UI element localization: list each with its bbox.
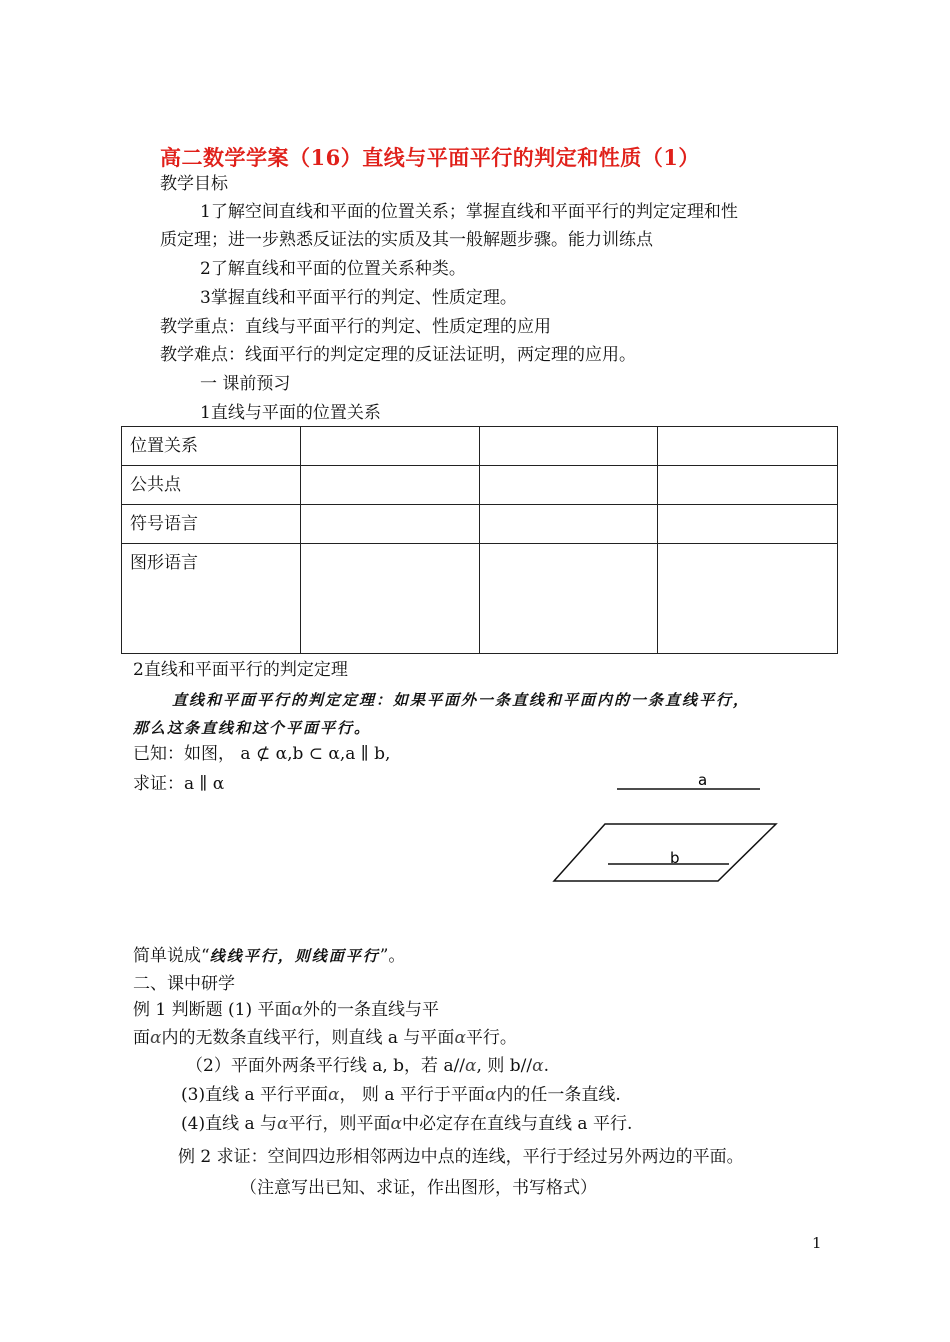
- teaching-focus: 教学重点：直线与平面平行的判定、性质定理的应用: [160, 317, 551, 337]
- alpha-symbol: α: [465, 1056, 477, 1076]
- table-row-label: 图形语言: [122, 544, 301, 654]
- text: ， 则 a 平行于平面: [339, 1085, 485, 1105]
- text: (4)直线 a 与: [181, 1114, 278, 1134]
- alpha-symbol: α: [484, 1085, 497, 1105]
- table-row-label: 公共点: [122, 466, 301, 505]
- text: (3)直线 a 平行平面: [181, 1085, 329, 1105]
- table-cell: [658, 466, 838, 505]
- table-cell: [300, 466, 479, 505]
- summary-suffix: ”。: [379, 946, 406, 966]
- plane-alpha: [554, 824, 776, 881]
- example-1-item2: [186, 1056, 549, 1076]
- preview-heading: 一 课前预习: [200, 374, 291, 394]
- alpha-symbol: α: [390, 1114, 402, 1134]
- table-cell: [300, 505, 479, 544]
- example-1-line1: [133, 1000, 439, 1020]
- preview-subheading: 1直线与平面的位置关系: [200, 403, 381, 423]
- example-2: 例 2 求证：空间四边形相邻两边中点的连线，平行于经过另外两边的平面。: [178, 1147, 744, 1167]
- table-row: [122, 466, 838, 505]
- text: 外的一条直线与平: [303, 1000, 439, 1020]
- line-plane-figure: [540, 765, 790, 890]
- given-statement: 已知：如图， a ⊄ α,b ⊂ α,a ∥ b,: [133, 744, 391, 764]
- example-1-line2: [133, 1028, 517, 1048]
- table-row: [122, 505, 838, 544]
- text: 面: [133, 1028, 150, 1048]
- table-cell: [479, 466, 658, 505]
- text: 内的任一条直线.: [496, 1085, 621, 1105]
- objective-1-line1: 1了解空间直线和平面的位置关系；掌握直线和平面平行的判定定理和性: [200, 202, 738, 222]
- text: 例 1 判断题 (1) 平面: [133, 1000, 292, 1020]
- text: , 则 b//: [476, 1056, 533, 1076]
- alpha-symbol: α: [291, 1000, 303, 1020]
- objective-2: 2了解直线和平面的位置关系种类。: [200, 259, 466, 279]
- table-row-label: 符号语言: [122, 505, 301, 544]
- table-cell: [479, 427, 658, 466]
- label-b: b: [670, 849, 680, 867]
- text: 平行，则平面: [288, 1114, 391, 1134]
- table-row-label: 位置关系: [122, 427, 301, 466]
- theorem-summary: [133, 946, 405, 966]
- summary-prefix: 简单说成“: [133, 946, 210, 966]
- example-1-item4: [181, 1114, 632, 1134]
- theorem-heading: 2直线和平面平行的判定定理: [133, 660, 348, 680]
- text: 中必定存在直线与直线 a 平行.: [402, 1114, 633, 1134]
- table-cell: [658, 544, 838, 654]
- alpha-symbol: α: [454, 1028, 466, 1048]
- objective-1-line2: 质定理；进一步熟悉反证法的实质及其一般解题步骤。能力训练点: [160, 230, 653, 250]
- text: 平行。: [465, 1028, 517, 1048]
- alpha-symbol: α: [532, 1056, 544, 1076]
- table-cell: [479, 505, 658, 544]
- table-cell: [658, 505, 838, 544]
- theorem-statement-line2: 那么这条直线和这个平面平行。: [133, 719, 372, 737]
- alpha-symbol: α: [277, 1114, 289, 1134]
- page-number: 1: [812, 1234, 822, 1252]
- table-cell: [300, 544, 479, 654]
- table-row: [122, 544, 838, 654]
- objectives-heading: 教学目标: [160, 174, 228, 194]
- theorem-statement-line1: 直线和平面平行的判定定理：如果平面外一条直线和平面内的一条直线平行，: [172, 691, 751, 709]
- prove-statement: 求证：a ∥ α: [133, 774, 225, 794]
- alpha-symbol: α: [150, 1028, 162, 1048]
- teaching-difficulty: 教学难点：线面平行的判定定理的反证法证明，两定理的应用。: [160, 345, 636, 365]
- objective-3: 3掌握直线和平面平行的判定、性质定理。: [200, 288, 517, 308]
- table-cell: [300, 427, 479, 466]
- label-a: a: [698, 771, 708, 789]
- example-2-note: （注意写出已知、求证，作出图形，书写格式）: [240, 1178, 597, 1198]
- position-relation-table: [121, 426, 838, 654]
- text: .: [543, 1056, 549, 1076]
- table-row: [122, 427, 838, 466]
- alpha-symbol: α: [328, 1085, 340, 1105]
- table-cell: [479, 544, 658, 654]
- page-title: 高二数学学案（16）直线与平面平行的判定和性质（1）: [160, 145, 700, 170]
- summary-bold: 线线平行，则线面平行: [209, 947, 380, 965]
- study-heading: 二、课中研学: [133, 974, 235, 994]
- text: （2）平面外两条平行线 a, b，若 a//: [186, 1056, 466, 1076]
- example-1-item3: [181, 1085, 621, 1105]
- text: 内的无数条直线平行，则直线 a 与平面: [161, 1028, 455, 1048]
- table-cell: [658, 427, 838, 466]
